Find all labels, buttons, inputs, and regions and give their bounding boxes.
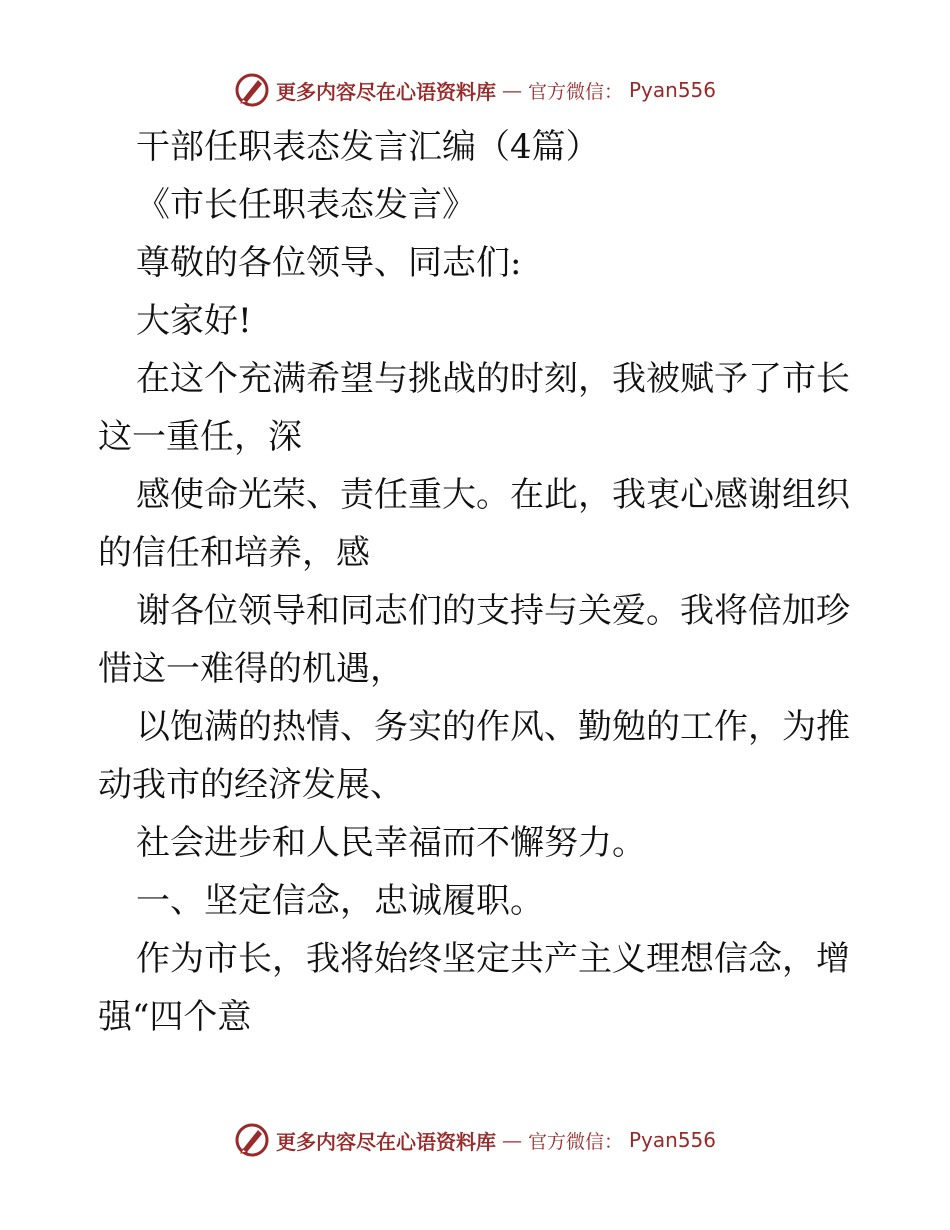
document-title: 干部任职表态发言汇编（4篇） xyxy=(136,127,600,167)
section-title: 《市长任职表态发言》 xyxy=(136,185,476,225)
paragraph-line: 这一重任，深 xyxy=(98,417,302,457)
paragraph-line: 强“四个意 xyxy=(98,997,252,1037)
paragraph-line: 社会进步和人民幸福而不懈努力。 xyxy=(136,823,646,863)
pen-logo-icon xyxy=(234,1122,270,1158)
paragraph-line: 作为市长，我将始终坚定共产主义理想信念，增 xyxy=(136,939,850,979)
paragraph-line: 的信任和培养，感 xyxy=(98,533,370,573)
document-body xyxy=(98,118,858,1046)
banner-wechat-id: Pyan556 xyxy=(629,78,717,102)
banner-wechat-label: 官方微信： xyxy=(527,80,623,103)
paragraph-line: 以饱满的热情、务实的作风、勤勉的工作，为推 xyxy=(136,707,850,747)
greeting: 大家好! xyxy=(136,301,252,341)
section-heading: 一、坚定信念，忠诚履职。 xyxy=(136,881,544,921)
banner-site-text: 更多内容尽在心语资料库 xyxy=(275,1129,496,1154)
banner-separator: — xyxy=(501,78,522,102)
paragraph-line: 在这个充满希望与挑战的时刻，我被赋予了市长 xyxy=(136,359,850,399)
banner-wechat-id: Pyan556 xyxy=(629,1128,717,1152)
pen-logo-icon xyxy=(234,72,270,108)
footer-banner xyxy=(0,1120,950,1160)
banner-separator: — xyxy=(501,1128,522,1152)
banner-site-text: 更多内容尽在心语资料库 xyxy=(275,79,496,104)
paragraph-line: 谢各位领导和同志们的支持与关爱。我将倍加珍 xyxy=(136,591,850,631)
salutation: 尊敬的各位领导、同志们: xyxy=(136,243,522,283)
paragraph-line: 动我市的经济发展、 xyxy=(98,765,404,805)
header-banner xyxy=(0,70,950,110)
banner-wechat-label: 官方微信： xyxy=(527,1130,623,1153)
paragraph-line: 惜这一难得的机遇， xyxy=(98,649,404,689)
paragraph-line: 感使命光荣、责任重大。在此，我衷心感谢组织 xyxy=(136,475,850,515)
